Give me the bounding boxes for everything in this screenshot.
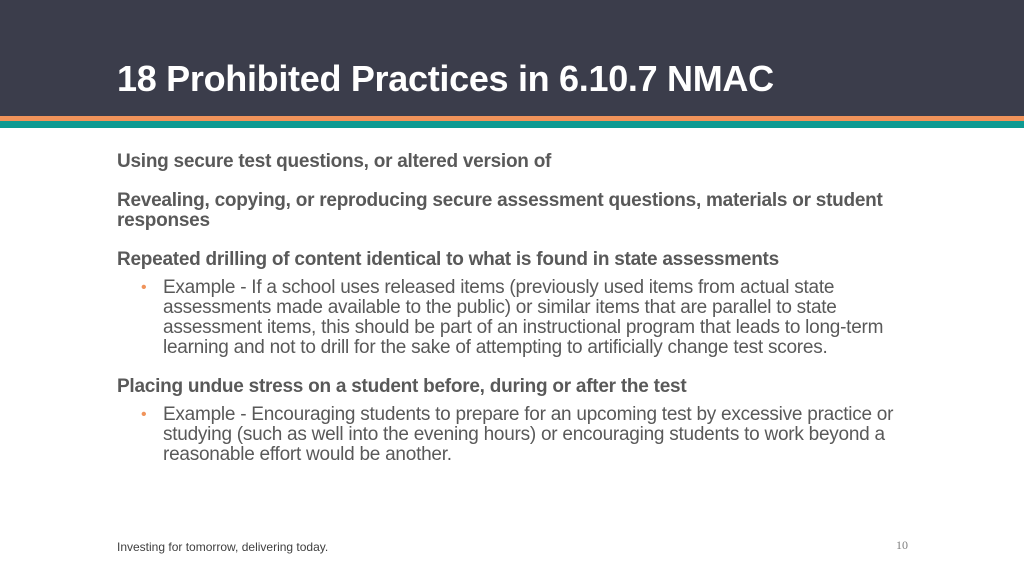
- example-text: Example - Encouraging students to prepare for an upcoming test by excessive practice or studying (such as well into the evening hours) or encouraging students to work beyond a reasonable effort would be another.: [163, 404, 894, 465]
- example-text: Example - If a school uses released items (previously used items from actual state assessments made available to the public) or similar items that are parallel to state assessment items, this should be part of an instructional program that leads to long-term learning and not to drill for the sake of attempting to artificially change test scores.: [163, 277, 884, 358]
- bullet-icon: •: [141, 406, 147, 423]
- example-bullet: [117, 405, 903, 465]
- slide-header: [0, 0, 1024, 116]
- slide-title: 18 Prohibited Practices in 6.10.7 NMAC: [117, 58, 774, 99]
- slide-content: [117, 152, 917, 484]
- bullet-icon: •: [141, 279, 147, 296]
- prohibited-practice-item: Using secure test questions, or altered version of: [117, 151, 552, 172]
- page-number: 10: [896, 538, 908, 552]
- footer-tagline: Investing for tomorrow, delivering today.: [117, 540, 329, 554]
- header-accent-stripe-teal: [0, 121, 1024, 128]
- prohibited-practice-item: Placing undue stress on a student before, during or after the test: [117, 376, 687, 397]
- prohibited-practice-item: Repeated drilling of content identical to what is found in state assessments: [117, 249, 779, 270]
- prohibited-practice-item: Revealing, copying, or reproducing secure assessment questions, materials or student responses: [117, 190, 883, 231]
- example-bullet: [117, 278, 903, 358]
